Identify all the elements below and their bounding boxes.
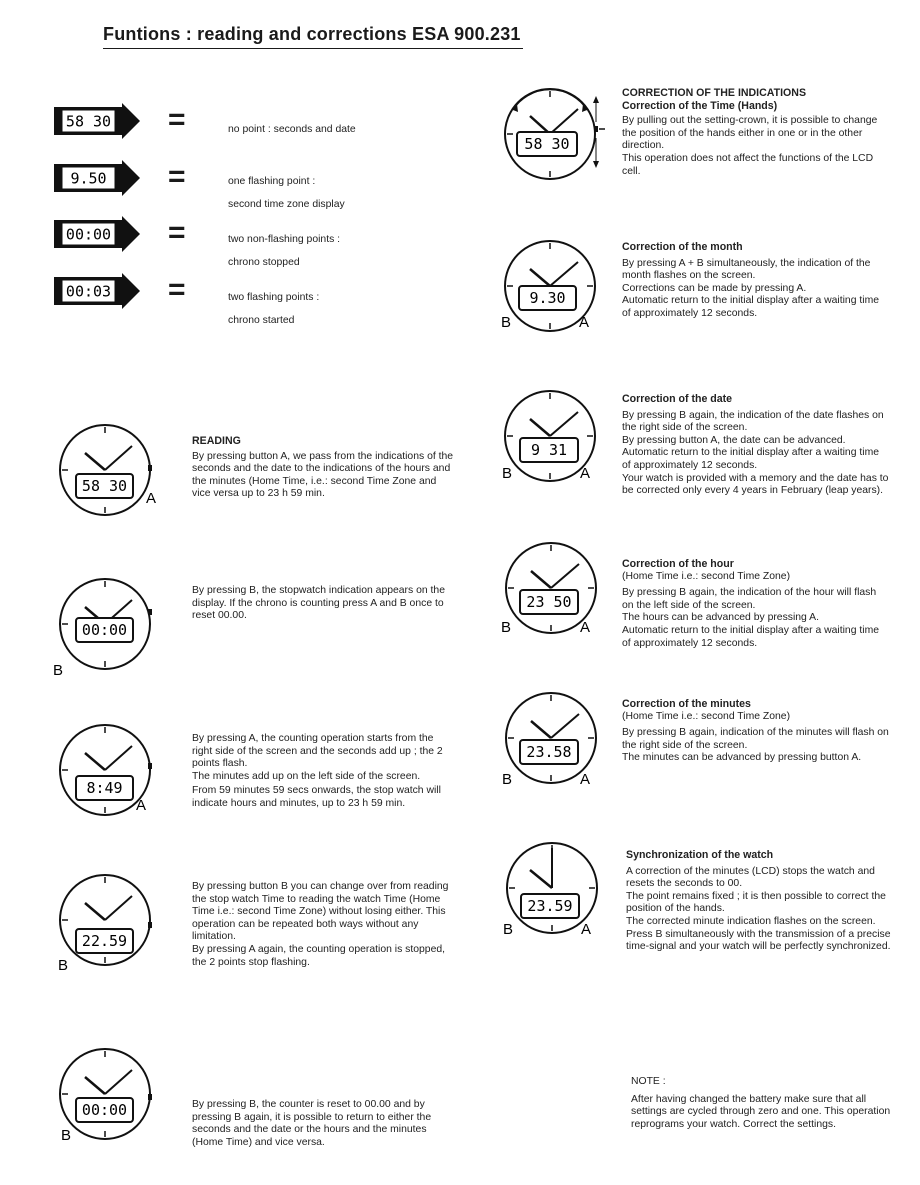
watch-diagram (498, 236, 608, 345)
watch-lcd-text: 8:49 (86, 779, 123, 797)
button-a-label: A (146, 490, 157, 507)
correction-date-section (622, 393, 890, 498)
section-heading: Correction of the minutes (622, 698, 751, 710)
counting-section (192, 733, 454, 811)
page-title: Funtions : reading and corrections ESA 900.231 (103, 24, 523, 49)
lcd-display-text: 00:03 (65, 282, 112, 301)
note-text: After having changed the battery make sure that all settings are cycled through zero and one. This operation reprograms your watch. Correct the settings. (631, 1093, 891, 1130)
section-paragraph: By pressing button A, the date can be advanced. (622, 434, 846, 446)
section-heading: Synchronization of the watch (626, 849, 774, 861)
watch-lcd-text: 58 30 (81, 477, 128, 495)
legend-line: chrono started (228, 315, 295, 327)
legend-line: chrono stopped (228, 257, 300, 269)
section-paragraph: By pressing A, the counting operation starts from the right side of the screen and the seconds add up ; the 2 points flash. (192, 733, 443, 770)
section-heading: READING (192, 435, 241, 447)
section-paragraph: By pressing B again, indication of the minutes will flash on the right side of the screen. (622, 727, 889, 751)
legend-description (228, 282, 319, 338)
watch-diagram (52, 1042, 162, 1151)
correction-hour-section (622, 558, 890, 650)
button-a-label: A (580, 619, 591, 636)
section-heading: Correction of the date (622, 393, 733, 405)
section-paragraph: The minutes can be advanced by pressing button A. (622, 752, 862, 764)
legend-line: two flashing points : (228, 292, 320, 304)
legend-description (228, 114, 356, 147)
watch-diagram (52, 572, 162, 681)
watch-lcd-text: 23.59 (527, 897, 573, 915)
watch-diagram (497, 386, 607, 495)
watch-diagram (498, 538, 608, 647)
section-subheading: (Home Time i.e.: second Time Zone) (622, 710, 791, 722)
section-paragraph: The point remains fixed ; it is then possible to correct the position of the hands. (626, 890, 886, 915)
equals-sign: = (168, 160, 186, 193)
equals-sign: = (168, 216, 186, 249)
reading-section (192, 435, 454, 501)
section-heading: Correction of the month (622, 241, 743, 253)
button-b-label: B (503, 921, 514, 938)
stopwatch-section (192, 585, 454, 623)
legend-line: no point : seconds and date (228, 124, 356, 136)
legend-description (228, 166, 345, 222)
button-b-label: B (502, 771, 513, 788)
section-paragraph: By pressing button B you can change over from reading the stop watch Time to reading the watch Time (Home Time i.e.: second Time Zone) without losing either. This operation can be repeated both ways without any limitation. (192, 881, 449, 943)
section-paragraph: From 59 minutes 59 secs onwards, the stop watch will indicate hours and minutes, up to 23 h 59 min. (192, 785, 441, 809)
section-paragraph: By pulling out the setting-crown, it is possible to change the position of the hands either in one or in the other direction. (622, 115, 878, 152)
section-paragraph: The hours can be advanced by pressing A. (622, 612, 819, 624)
section-paragraph: The minutes add up on the left side of the screen. (192, 770, 421, 782)
button-a-label: A (580, 465, 591, 482)
button-a-label: A (136, 797, 147, 814)
watch-diagram (499, 838, 609, 947)
section-paragraph: By pressing B again, the indication of the date flashes on the right side of the screen. (622, 409, 884, 434)
section-subheading: (Home Time i.e.: second Time Zone) (622, 570, 791, 582)
watch-diagram (52, 418, 162, 527)
watch-lcd-text: 23.58 (526, 743, 572, 761)
button-b-label: B (501, 619, 512, 636)
section-paragraph: This operation does not affect the functions of the LCD cell. (622, 152, 874, 177)
correction-time-section (622, 87, 890, 178)
synchronization-section (626, 849, 892, 954)
watch-diagram-crown (499, 82, 609, 191)
watch-diagram (52, 718, 162, 827)
watch-lcd-text: 58 30 (524, 135, 570, 153)
lcd-badge (52, 160, 142, 201)
equals-sign: = (168, 103, 186, 136)
watch-diagram (498, 688, 608, 797)
section-paragraph: By pressing A again, the counting operation is stopped, the 2 points stop flashing. (192, 943, 446, 968)
watch-lcd-text: 9 31 (530, 441, 568, 459)
section-paragraph: The corrected minute indication flashes on the screen. (626, 915, 876, 927)
button-b-label: B (501, 314, 512, 331)
lcd-badge (52, 103, 142, 144)
button-b-label: B (61, 1127, 72, 1144)
button-b-label: B (53, 662, 64, 676)
correction-month-section (622, 241, 890, 321)
section-paragraph: By pressing button A, we pass from the indications of the seconds and the date to the indications of the hours and the minutes (Home Time, i.e.: second Time Zone and vice versa up to 23 h 59 min. (192, 450, 454, 500)
lcd-display-text: 58 30 (65, 112, 112, 131)
section-subheading: Correction of the Time (Hands) (622, 99, 778, 112)
section-heading: Correction of the hour (622, 558, 734, 570)
legend-line: two non-flashing points : (228, 234, 341, 246)
section-paragraph: Corrections can be made by pressing A. (622, 282, 807, 294)
legend-description (228, 224, 340, 280)
button-b-label: B (58, 957, 69, 972)
section-paragraph: By pressing B again, the indication of the hour will flash on the left side of the screen. (622, 587, 877, 611)
section-paragraph: Automatic return to the initial display after a waiting time of approximately 12 seconds. (622, 295, 880, 319)
watch-lcd-text: 00:00 (81, 1101, 128, 1119)
watch-lcd-text: 9.30 (529, 289, 566, 307)
legend-line: one flashing point : (228, 176, 316, 188)
legend-line: second time zone display (228, 199, 345, 211)
watch-lcd-text: 22.59 (81, 932, 128, 950)
button-a-label: A (581, 921, 592, 938)
lcd-badge (52, 273, 142, 314)
changeover-section (192, 881, 454, 969)
lcd-display-text: 9.50 (70, 169, 107, 188)
lcd-badge (52, 216, 142, 257)
note-section (631, 1076, 893, 1131)
equals-sign: = (168, 273, 186, 306)
watch-lcd-text: 23 50 (526, 593, 572, 611)
section-paragraph: By pressing A + B simultaneously, the indication of the month flashes on the screen. (622, 257, 871, 282)
section-paragraph: Automatic return to the initial display after a waiting time of approximately 12 seconds. (622, 624, 880, 649)
reset-section (192, 1099, 454, 1149)
watch-lcd-text: 00:00 (81, 621, 128, 639)
section-paragraph: By pressing B, the stopwatch indication appears on the display. If the chrono is counting press A and B once to reset 00.00. (192, 585, 445, 622)
button-b-label: B (502, 465, 513, 482)
watch-diagram (52, 868, 162, 977)
section-paragraph: A correction of the minutes (LCD) stops the watch and resets the seconds to 00. (626, 865, 875, 890)
section-paragraph: Press B simultaneously with the transmission of a precise time-signal and your watch will be perfectly synchronized. (626, 928, 891, 953)
button-a-label: A (580, 771, 591, 788)
correction-minutes-section (622, 698, 890, 765)
section-paragraph: Automatic return to the initial display after a waiting time of approximately 12 seconds. (622, 447, 880, 471)
lcd-display-text: 00:00 (65, 225, 112, 244)
section-heading: CORRECTION OF THE INDICATIONS (622, 87, 807, 99)
note-heading: NOTE : (631, 1076, 666, 1087)
section-paragraph: By pressing B, the counter is reset to 00.00 and by pressing B again, it is possible to return to either the seconds and the date or the hours and the minutes (Home Time) and vice versa. (192, 1099, 432, 1148)
section-paragraph: Your watch is provided with a memory and the date has to be corrected only every 4 years in February (leap years). (622, 472, 889, 497)
button-a-label: A (579, 314, 590, 331)
